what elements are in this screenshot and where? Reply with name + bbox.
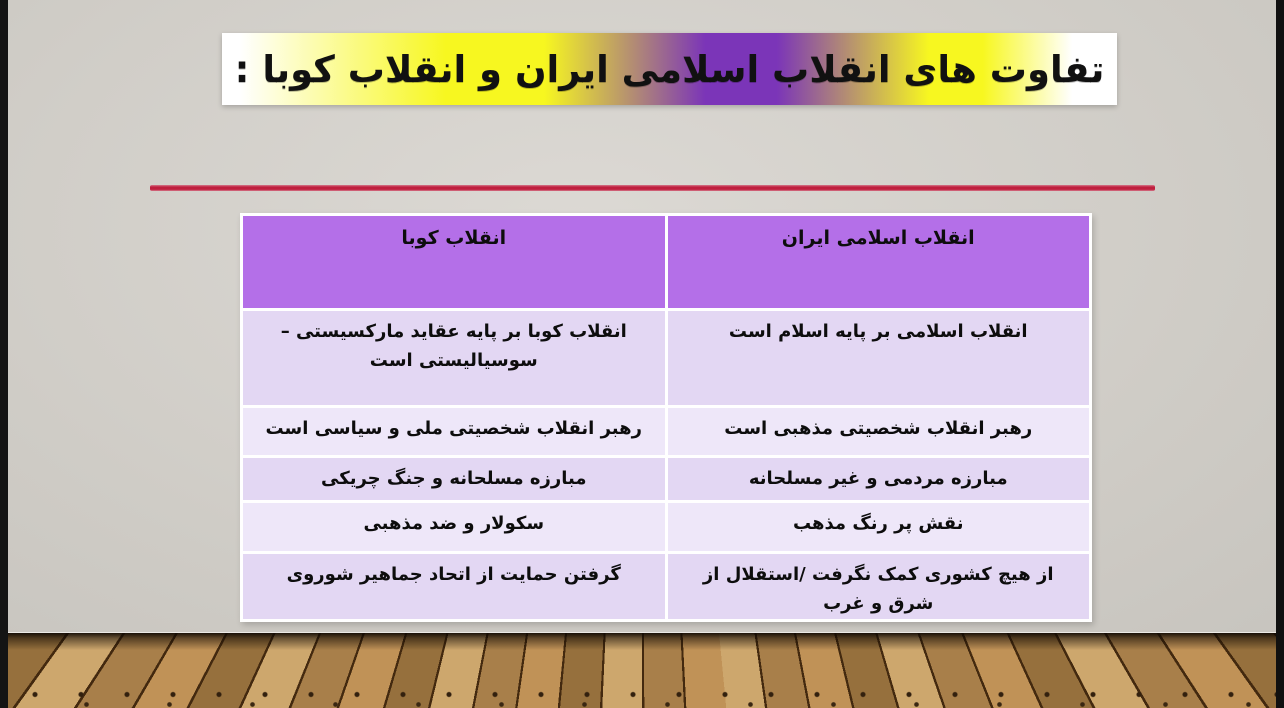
wood-floor	[0, 632, 1284, 708]
cell-iran-leader: رهبر انقلاب شخصیتی مذهبی است	[668, 408, 1090, 455]
comparison-table	[240, 213, 1092, 622]
header-cell-iran: انقلاب اسلامی ایران	[668, 216, 1090, 308]
red-divider-line	[150, 185, 1155, 191]
cell-iran-basis: انقلاب اسلامی بر پایه اسلام است	[668, 311, 1090, 405]
table-row	[243, 408, 1089, 455]
header-cell-cuba: انقلاب کوبا	[243, 216, 665, 308]
cell-cuba-struggle: مبارزه مسلحانه و جنگ چریکی	[243, 458, 665, 500]
cell-iran-support: از هیچ کشوری کمک نگرفت /استقلال از شرق و غرب	[668, 554, 1090, 619]
slide-title: تفاوت های انقلاب اسلامی ایران و انقلاب کوبا :	[234, 47, 1105, 91]
cell-cuba-support: گرفتن حمایت از اتحاد جماهیر شوروی	[243, 554, 665, 619]
left-black-edge	[0, 0, 8, 708]
cell-cuba-religion: سکولار و ضد مذهبی	[243, 503, 665, 551]
cell-cuba-basis: انقلاب کوبا بر پایه عقاید مارکسیستی – سوسیالیستی است	[243, 311, 665, 405]
right-black-edge	[1276, 0, 1284, 708]
table-row	[243, 503, 1089, 551]
cell-iran-religion: نقش پر رنگ مذهب	[668, 503, 1090, 551]
table-row	[243, 311, 1089, 405]
slide-title-banner	[222, 33, 1117, 105]
cell-cuba-leader: رهبر انقلاب شخصیتی ملی و سیاسی است	[243, 408, 665, 455]
table-header-row	[243, 216, 1089, 308]
table-row	[243, 458, 1089, 500]
table-row	[243, 554, 1089, 619]
cell-iran-struggle: مبارزه مردمی و غیر مسلحانه	[668, 458, 1090, 500]
